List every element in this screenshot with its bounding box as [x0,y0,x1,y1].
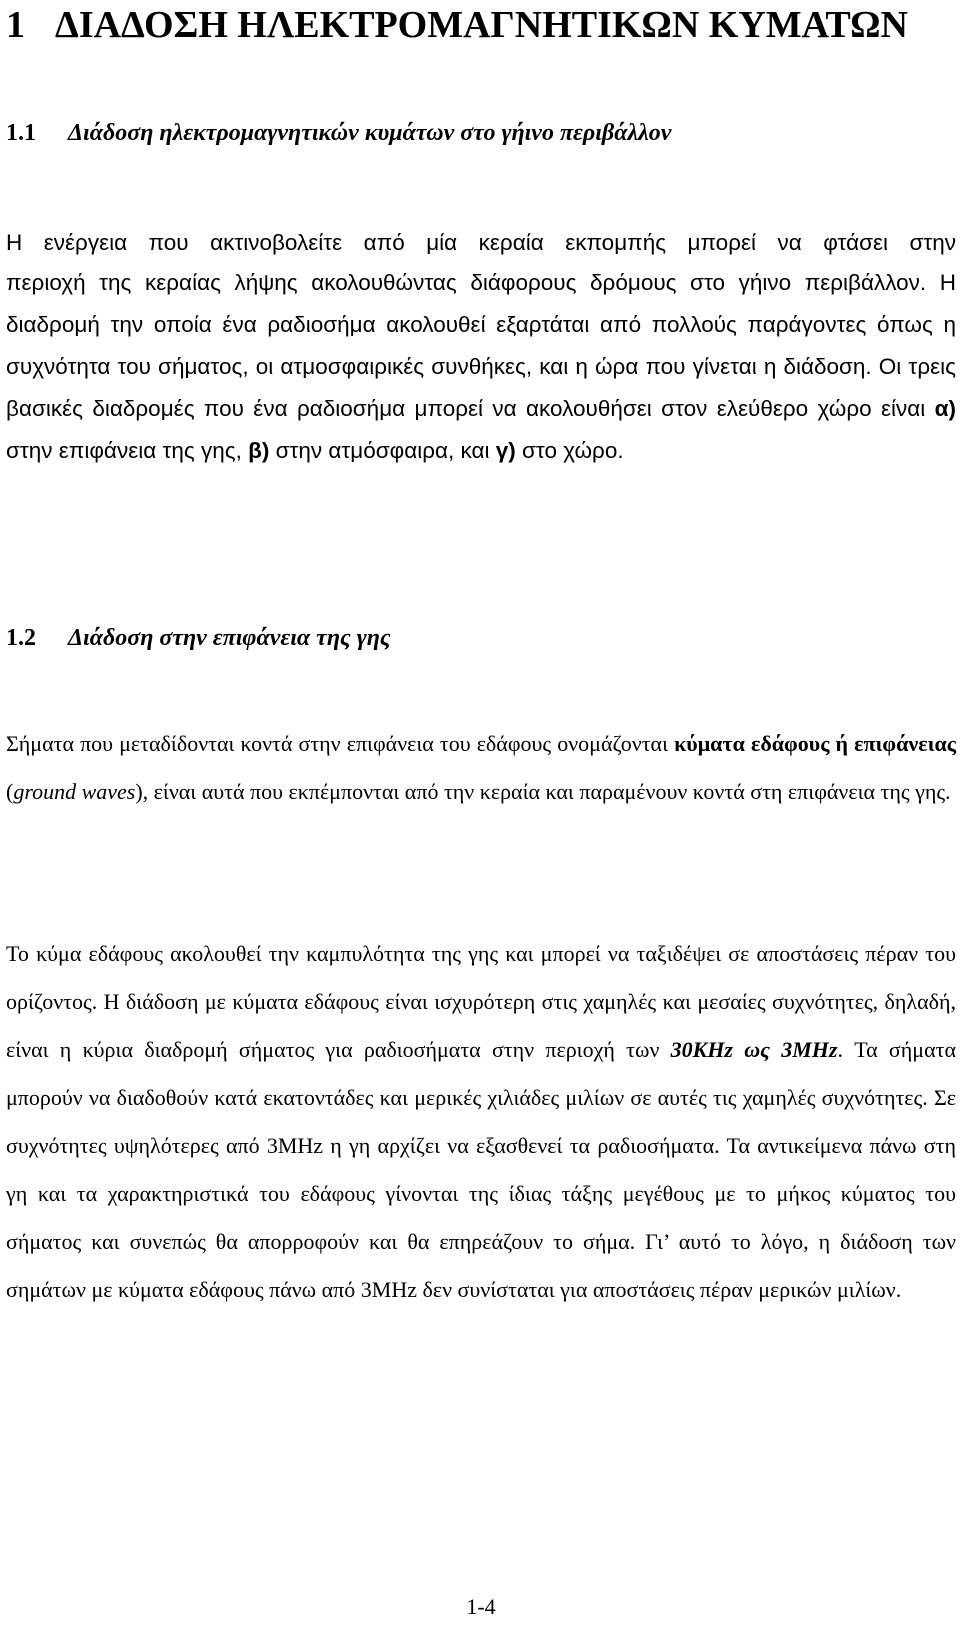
label-b: β) [248,438,270,463]
paragraph-ground-waves [6,720,956,816]
section-title-text: Διάδοση στην επιφάνεια της γης [68,625,391,651]
chapter-title [6,2,908,48]
paragraph-text: Η διαδρομή την οποία ένα ραδιοσήμα ακολουθεί εξαρτάται από πολλούς παράγοντες όπως η συχνότητα του σήματος, οι ατμοσφαιρικές συνθήκες, και η ώρα που γίνεται η διάδοση. Οι τρεις βασικές διαδρομές που ένα ραδιοσήμα μπορεί να ακολουθήσει στον ελεύθερο χώρο είναι [6,270,957,421]
chapter-title-text: ΔΙΑΔΟΣΗ ΗΛΕΚΤΡΟΜΑΓΝΗΤΙΚΩΝ ΚΥΜΑΤΩΝ [55,4,908,46]
paragraph-propagation-intro [6,222,956,472]
frequency-range: 30KHz ως 3MHz [670,1037,838,1062]
paragraph-line: Η ενέργεια που ακτινοβολείτε από μία κεραία εκπομπής μπορεί να φτάσει στην [6,230,956,255]
section-heading-1-2 [6,623,391,653]
page-number: 1-4 [466,1594,496,1619]
paragraph-text: ( [6,779,14,804]
section-title-text: Διάδοση ηλεκτρομαγνητικών κυμάτων στο γήινο περιβάλλον [68,120,672,146]
paragraph-text: . Τα σήματα μπορούν να διαδοθούν κατά εκατοντάδες και μερικές χιλιάδες μιλίων σε αυτές τις χαμηλές συχνότητες. Σε συχνότητες υψηλότερες από 3MHz η γη αρχίζει να εξασθενεί τα ραδιοσήματα. Τα αντικείμενα πάνω στη γη και τα χαρακτηριστικά του εδάφους γίνονται της ίδιας τάξης μεγέθους με το μήκος κύματος του σήματος και συνεπώς θα απορροφούν και θα επηρεάζουν το σήμα. Γι’ αυτό το λόγο, η διάδοση των σημάτων με κύματα εδάφους πάνω από 3MHz δεν συνίσταται για αποστάσεις πέραν μερικών μιλίων. [6,1037,956,1302]
section-number: 1.1 [6,120,36,146]
document-page [6,0,956,1634]
paragraph-text: ), είναι αυτά που εκπέμπονται από την κεραία και παραμένουν κοντά στη επιφάνεια της γης. [135,779,951,804]
paragraph-text: Το κύμα εδάφους ακολουθεί την καμπυλότητα της γης και μπορεί να ταξιδέψει σε αποστάσεις πέραν του ορίζοντος. Η διάδοση με κύματα εδάφους είναι ισχυρότερη στις χαμηλές και μεσαίες συχνότητες, δηλαδή, είναι η κύρια διαδρομή σήματος για ραδιοσήματα στην περιοχή των [6,941,956,1062]
label-a: α) [934,396,956,421]
section-number: 1.2 [6,625,36,651]
paragraph-ground-wave-details [6,930,956,1314]
paragraph-text: περιοχή της κεραίας λήψης ακολουθώντας διάφορους δρόμους στο γήινο περιβάλλον. [6,270,927,295]
italic-term: ground waves [13,779,136,804]
paragraph-text: στην επιφάνεια της γης, [6,438,249,463]
section-heading-1-1 [6,118,671,148]
chapter-number: 1 [6,4,25,46]
paragraph-text: Σήματα που μεταδίδονται κοντά στην επιφάνεια του εδάφους ονομάζονται [6,731,675,756]
label-c: γ) [495,438,516,463]
paragraph-text: στην ατμόσφαιρα, και [269,438,496,463]
bold-term: κύματα εδάφους ή επιφάνειας [674,731,956,756]
paragraph-line [6,262,956,472]
paragraph-text: στο χώρο. [515,438,624,463]
